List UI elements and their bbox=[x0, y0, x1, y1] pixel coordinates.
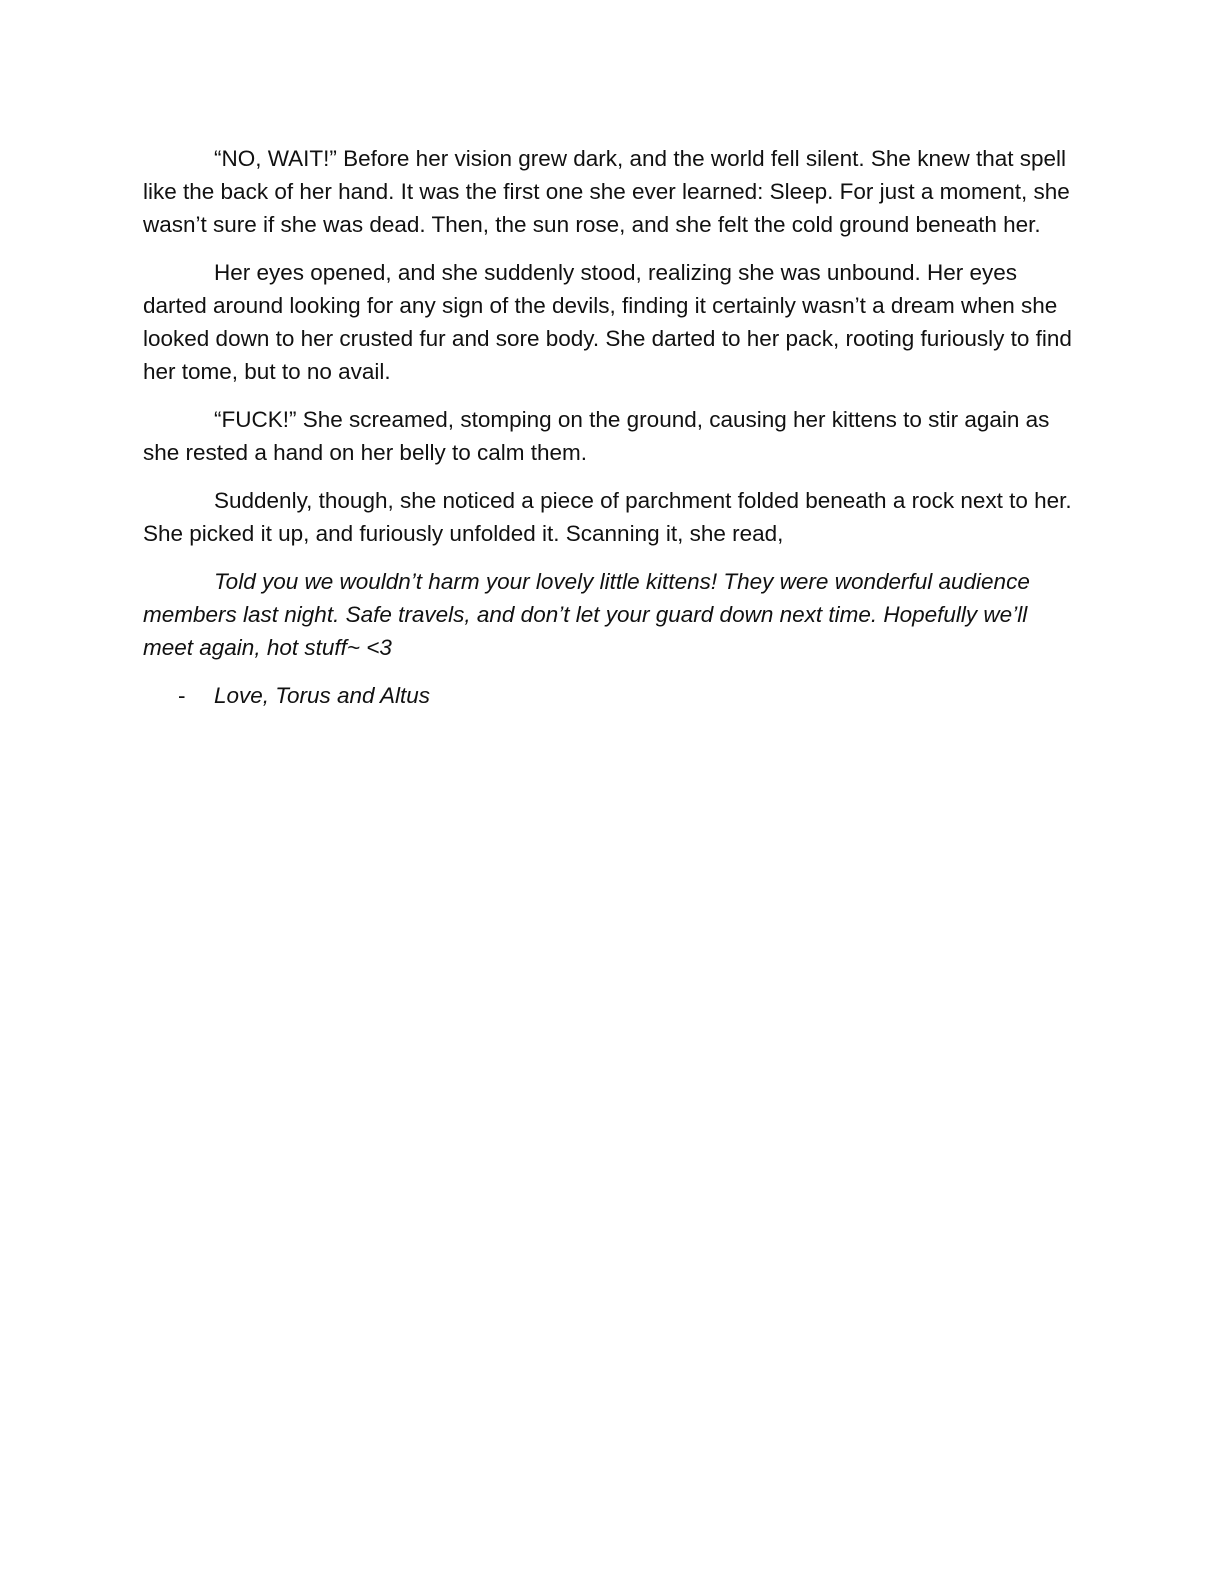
paragraph-1: “NO, WAIT!” Before her vision grew dark, and the world fell silent. She knew that spell like the back of her hand. It was the first one she ever learned: Sleep. For just a moment, she wasn’t sure if she was dead. Then, the sun rose, and she felt the cold ground beneath her. bbox=[143, 146, 1070, 237]
paragraph-2: Her eyes opened, and she suddenly stood, realizing she was unbound. Her eyes darted around looking for any sign of the devils, finding it certainly wasn’t a dream when she looked down to her crusted fur and sore body. She darted to her pack, rooting furiously to find her tome, but to no avail. bbox=[143, 260, 1072, 384]
paragraph-3: “FUCK!” She screamed, stomping on the ground, causing her kittens to stir again as she rested a hand on her belly to calm them. bbox=[143, 407, 1050, 465]
document-body bbox=[143, 142, 1073, 712]
note-signoff bbox=[143, 679, 1073, 712]
signoff-text: Love, Torus and Altus bbox=[214, 683, 430, 708]
parchment-note: Told you we wouldn’t harm your lovely little kittens! They were wonderful audience members last night. Safe travels, and don’t let your guard down next time. Hopefully we’ll meet again, hot stuff~ <3 bbox=[143, 569, 1030, 660]
paragraph-4: Suddenly, though, she noticed a piece of parchment folded beneath a rock next to her. She picked it up, and furiously unfolded it. Scanning it, she read, bbox=[143, 488, 1072, 546]
list-dash: - bbox=[178, 683, 186, 708]
